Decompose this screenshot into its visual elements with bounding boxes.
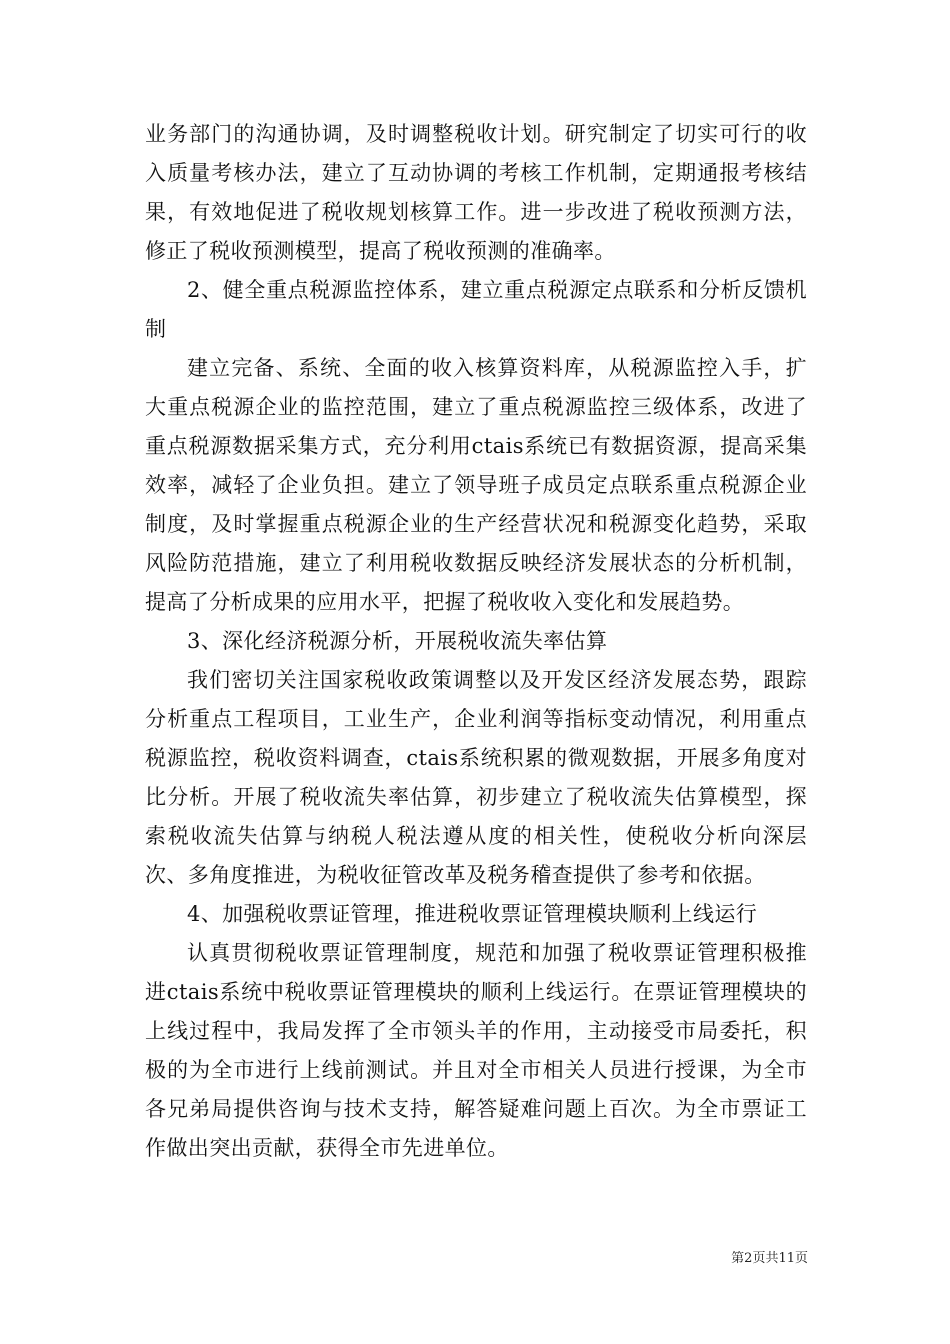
section-heading-4: 4、加强税收票证管理，推进税收票证管理模块顺利上线运行 xyxy=(187,902,758,926)
paragraph-section-2: 建立完备、系统、全面的收入核算资料库，从税源监控入手，扩大重点税源企业的监控范围，建立了重点税源监控三级体系，改进了重点税源数据采集方式，充分利用ctais系统已有数据资源，提高采集效率，减轻了企业负担。建立了领导班子成员定点联系重点税源企业制度，及时掌握重点税源企业的生产经营状况和税源变化趋势，采取风险防范措施，建立了利用税收数据反映经济发展状态的分析机制，提高了分析成果的应用水平，把握了税收收入变化和发展趋势。 xyxy=(145,356,807,614)
document-body xyxy=(145,115,807,1168)
paragraph-section-4: 认真贯彻税收票证管理制度，规范和加强了税收票证管理积极推进ctais系统中税收票证管理模块的顺利上线运行。在票证管理模块的上线过程中，我局发挥了全市领头羊的作用，主动接受市局委托，积极的为全市进行上线前测试。并且对全市相关人员进行授课，为全市各兄弟局提供咨询与技术支持，解答疑难问题上百次。为全市票证工作做出突出贡献，获得全市先进单位。 xyxy=(145,941,807,1160)
paragraph-continuation: 业务部门的沟通协调，及时调整税收计划。研究制定了切实可行的收入质量考核办法，建立了互动协调的考核工作机制，定期通报考核结果，有效地促进了税收规划核算工作。进一步改进了税收预测方法，修正了税收预测模型，提高了税收预测的准确率。 xyxy=(145,122,807,263)
paragraph-section-3: 我们密切关注国家税收政策调整以及开发区经济发展态势，跟踪分析重点工程项目，工业生产，企业利润等指标变动情况，利用重点税源监控，税收资料调查，ctais系统积累的微观数据，开展多角度对比分析。开展了税收流失率估算，初步建立了税收流失估算模型，探索税收流失估算与纳税人税法遵从度的相关性，使税收分析向深层次、多角度推进，为税收征管改革及税务稽查提供了参考和依据。 xyxy=(145,668,807,887)
section-heading-3: 3、深化经济税源分析，开展税收流失率估算 xyxy=(187,629,608,653)
page-number-footer: 第2页共11页 xyxy=(731,1251,808,1266)
section-heading-2: 2、健全重点税源监控体系，建立重点税源定点联系和分析反馈机制 xyxy=(145,278,807,341)
